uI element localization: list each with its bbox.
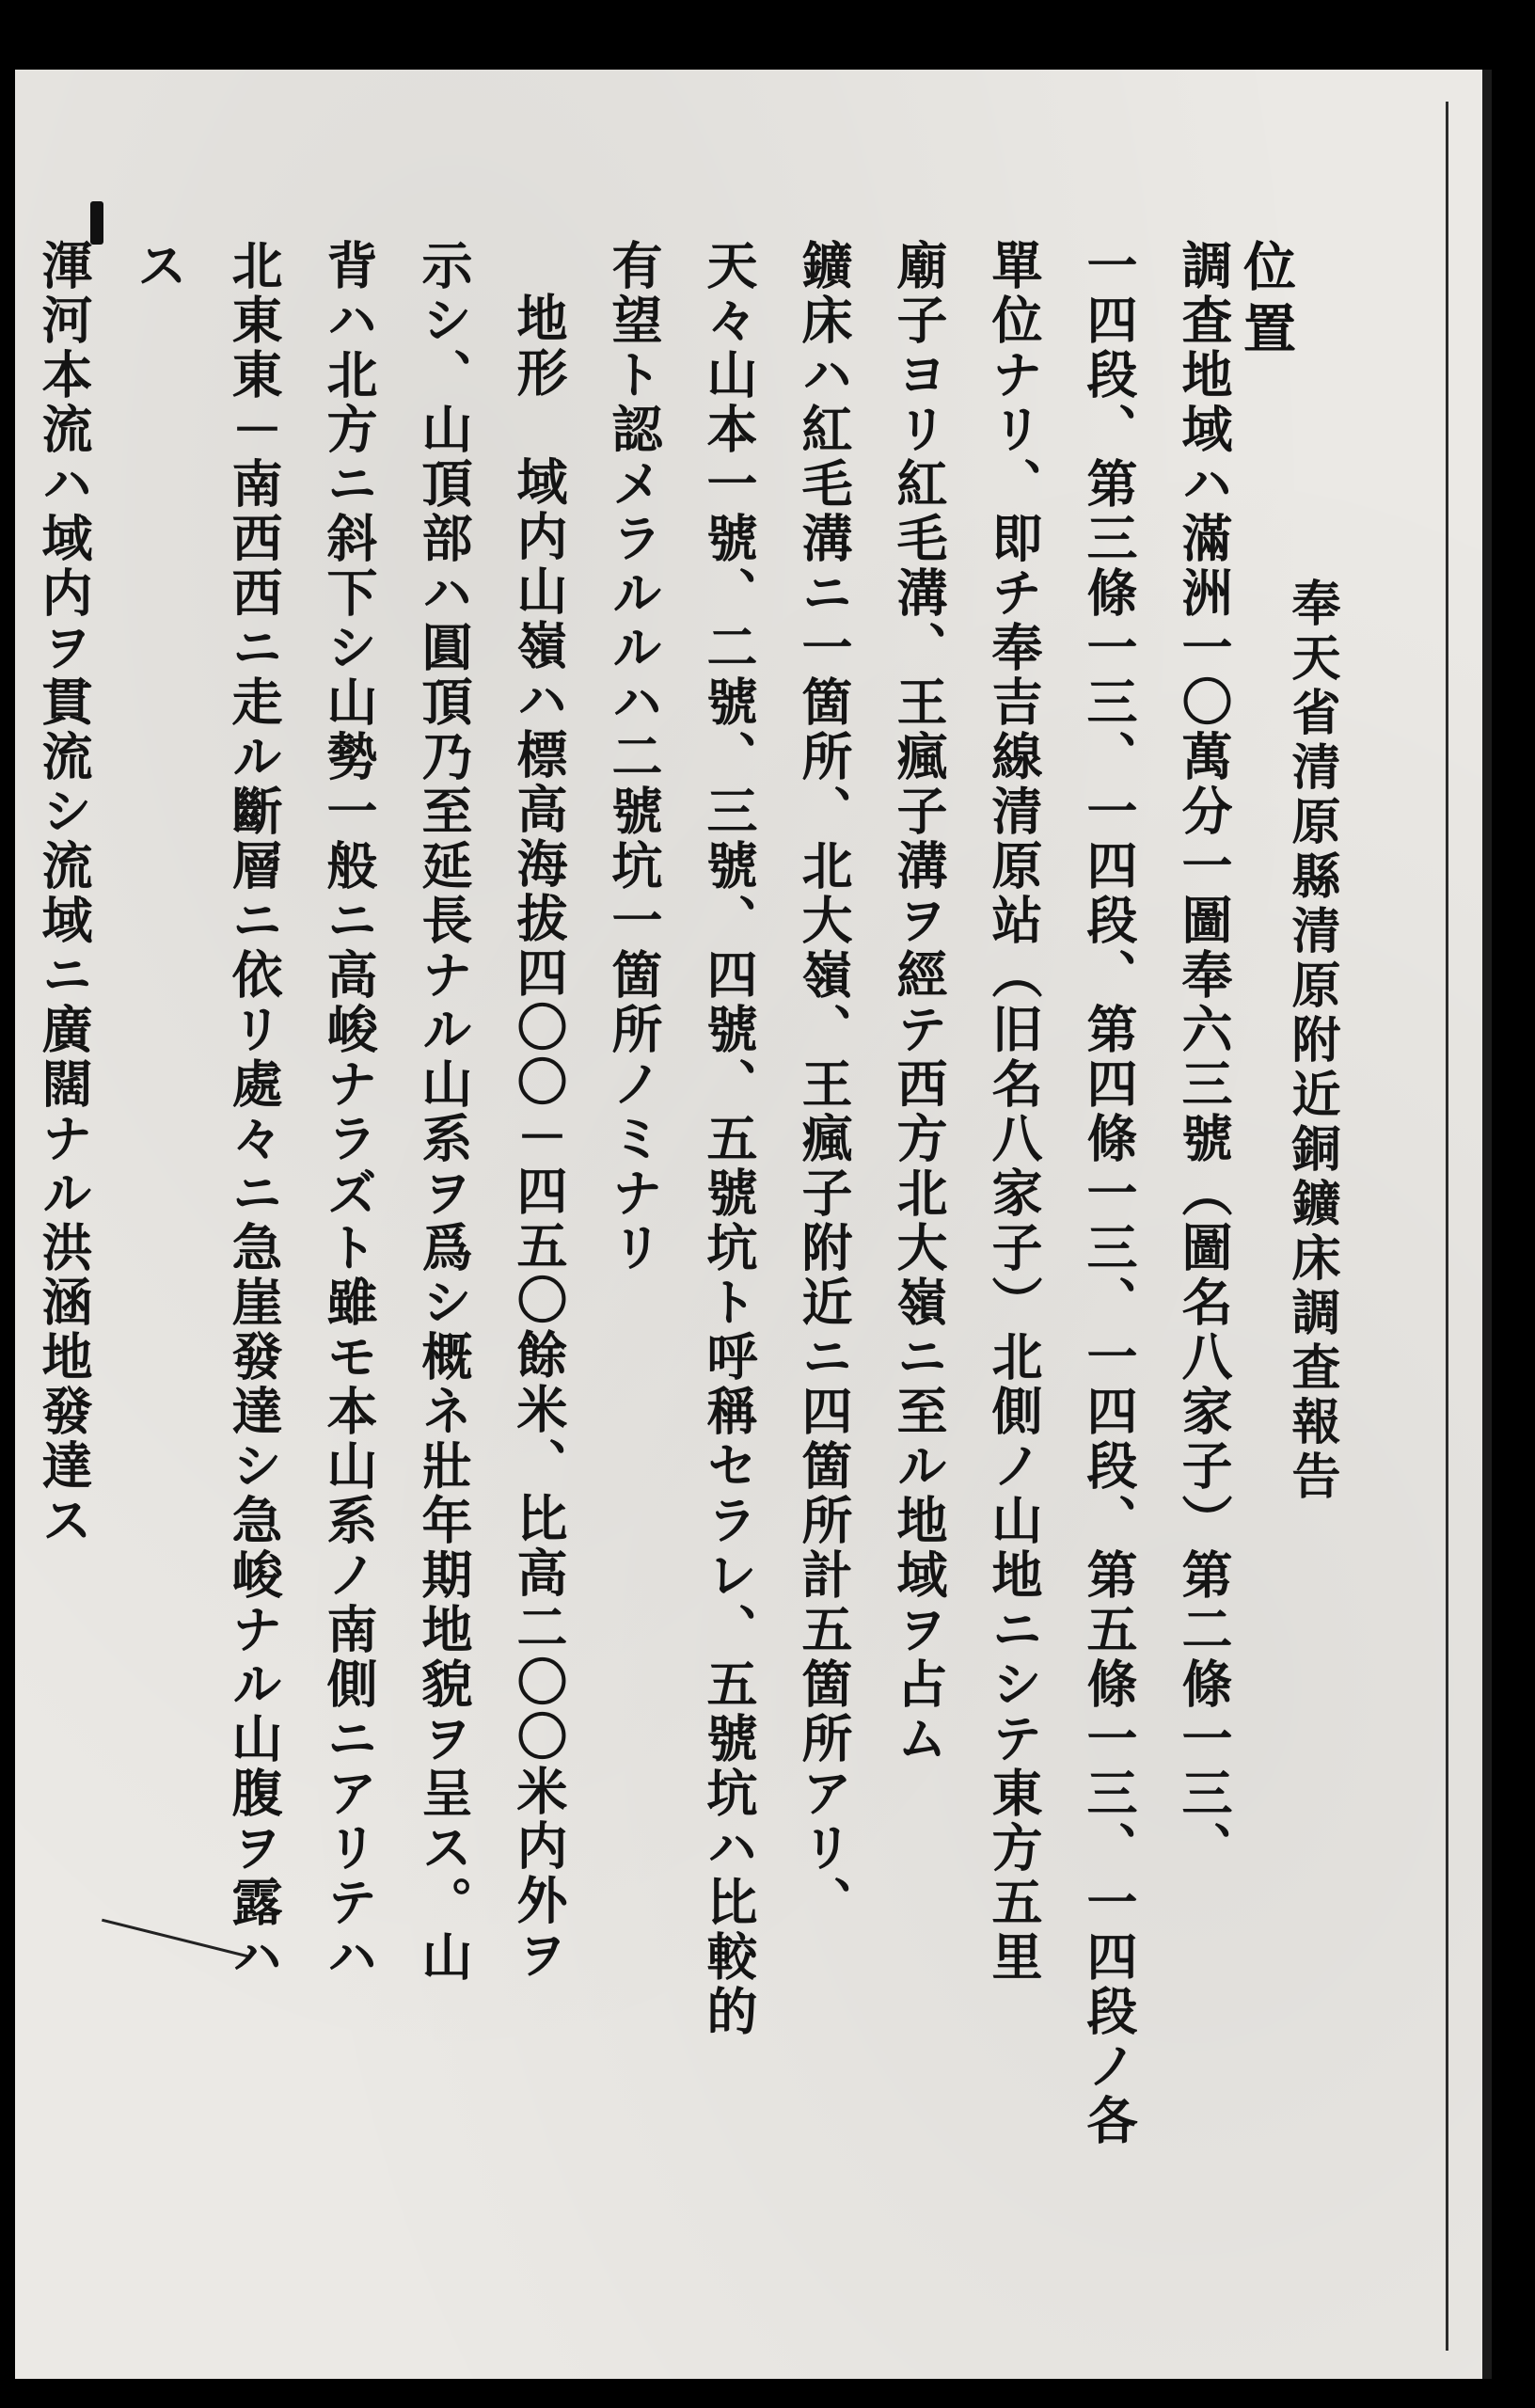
text-column bbox=[0, 239, 11, 2327]
text-column: 有望ト認メラルルハ二號坑一箇所ノミナリ bbox=[604, 239, 664, 1275]
report-title: 奉天省清原縣清原附近銅鑛床調査報告 bbox=[1283, 578, 1340, 1505]
text-column: ス bbox=[129, 239, 189, 293]
text-column: 調査地域ハ滿洲一〇萬分一圖奉六三號（圖名八家子）第二條一三、 bbox=[1174, 239, 1234, 1876]
text-column: 單位ナリ、即チ奉吉線清原站（旧名八家子）北側ノ山地ニシテ東方五里 bbox=[984, 239, 1044, 1985]
text-column: 鑛床ハ紅毛溝ニ一箇所、北大嶺、王瘋子附近ニ四箇所計五箇所アリ、 bbox=[794, 239, 854, 1930]
text-column: 示シ、山頂部ハ圓頂乃至延長ナル山系ヲ爲シ概ネ壯年期地貌ヲ呈ス。山 bbox=[414, 239, 474, 1985]
page-border-line bbox=[1446, 102, 1448, 2351]
text-column: 渾河本流ハ域内ヲ貫流シ流域ニ廣闊ナル洪涵地發達ス bbox=[34, 239, 94, 1548]
document-page bbox=[15, 70, 1492, 2379]
text-column: 北東東－南西西ニ走ル斷層ニ依リ處々ニ急崖發達シ急峻ナル山腹ヲ露ハ bbox=[224, 239, 284, 1985]
text-column: 地形 域内山嶺ハ標高海拔四〇〇－四五〇餘米、比高二〇〇米内外ヲ bbox=[509, 292, 569, 1983]
vertical-text-body bbox=[34, 239, 1257, 2327]
text-column: 背ハ北方ニ斜下シ山勢一般ニ高峻ナラズト雖モ本山系ノ南側ニアリテハ bbox=[319, 239, 379, 1985]
section-heading-position: 位置 bbox=[1235, 239, 1297, 363]
text-column: 廟子ヨリ紅毛溝、王瘋子溝ヲ經テ西方北大嶺ニ至ル地域ヲ占ム bbox=[889, 239, 949, 1766]
text-column: 天々山本一號、二號、三號、四號、五號坑ト呼稱セラレ、五號坑ハ比較的 bbox=[699, 239, 759, 2039]
text-column: 一四段、第三條一三、一四段、第四條一三、一四段、第五條一三、一四段ノ各 bbox=[1079, 239, 1139, 2148]
